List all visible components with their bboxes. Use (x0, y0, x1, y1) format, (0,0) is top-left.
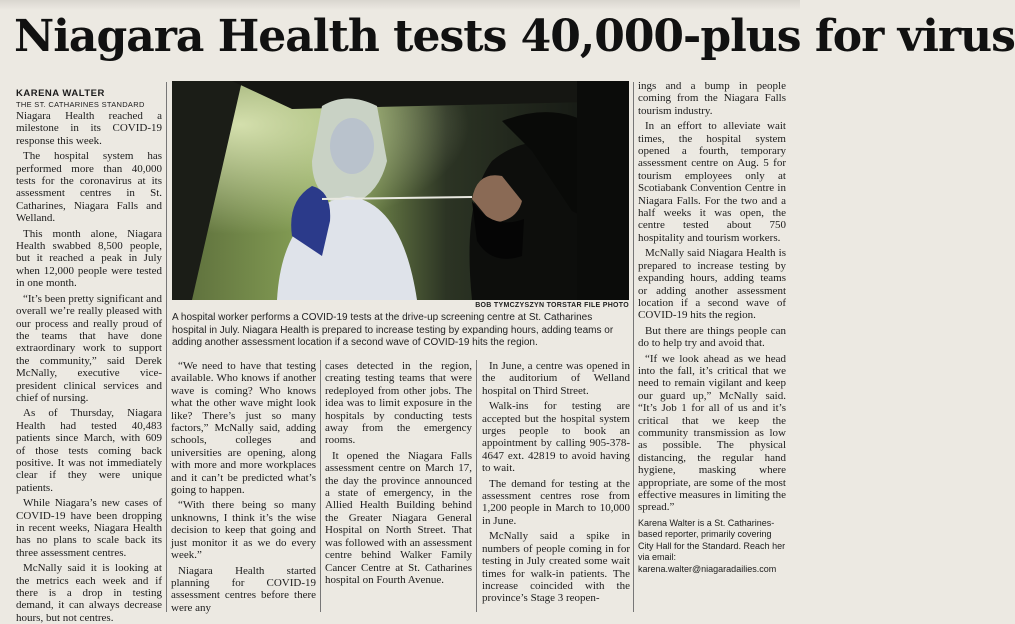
paragraph: While Niagara’s new cases of COVID-19 have been dropping in recent weeks, Niagara Health has no plans to scale back its three assessment centres. (16, 497, 162, 559)
author-bio: Karena Walter is a St. Catharines-based reporter, primarily covering City Hall for the Standard. Reach her via email: karena.walter@niagaradailies.com (638, 517, 786, 574)
photo-caption: A hospital worker performs a COVID-19 tests at the drive-up screening centre at St. Catharines hospital in July. Niagara Health is prepared to increase testing by expanding hours, adding teams or adding another assessment location if a second wave of COVID-19 hits the region. (172, 312, 614, 348)
paragraph: “With there being so many unknowns, I think it’s the wise decision to keep that going and just monitor it as we do every week.” (171, 499, 316, 562)
paragraph: “It’s been pretty significant and overall we’re really pleased with our process and really proud of the teams that have done extraordinary work to support the community,” said Derek McNally, executive vice-president clinical services and chief of nursing. (16, 292, 162, 404)
paragraph: In June, a centre was opened in the auditorium of Welland hospital on Third Street. (482, 360, 630, 397)
news-photo (172, 81, 629, 300)
column-1 (16, 110, 162, 624)
column-rule (166, 82, 167, 612)
photo-credit: BOB TYMCZYSZYN TORSTAR FILE PHOTO (475, 302, 629, 309)
paragraph: But there are things people can do to help try and avoid that. (638, 324, 786, 350)
paragraph: McNally said a spike in numbers of people coming in for testing in July created some wait times for walk-in patients. The increase coincided with the province’s Stage 3 reopen- (482, 530, 630, 605)
paragraph: McNally said it is looking at the metrics each week and if there is a drop in testing demand, it can always decrease hours, but not centres. (16, 562, 162, 624)
column-5 (638, 80, 786, 615)
paragraph: ings and a bump in people coming from the Niagara Falls tourism industry. (638, 80, 786, 117)
column-3 (325, 360, 472, 614)
paragraph: Niagara Health started planning for COVID-19 assessment centres before there were any (171, 564, 316, 614)
column-rule (633, 82, 634, 612)
headline: Niagara Health tests 40,000-plus for virus (14, 11, 1015, 62)
column-4 (482, 360, 630, 614)
column-2 (171, 360, 316, 614)
column-rule (320, 360, 321, 612)
byline (16, 88, 166, 109)
paragraph: It opened the Niagara Falls assessment centre on March 17, the day the province announced a state of emergency, in the Allied Health Building behind the Greater Niagara General Hospital on North Street. That was followed with an assessment centre behind Walker Family Cancer Centre at St. Catharines hospital on Fourth Avenue. (325, 449, 472, 586)
column-rule (476, 360, 477, 612)
paragraph: “If we look ahead as we head into the fall, it’s critical that we need to remain vigilant and keep our guard up,” McNally said. “It’s Job 1 for all of us and it’s critical that we keep the community transmission as low as possible. The physical distancing, the regular hand hygiene, masking where appropriate, are some of the most effective measures in limiting the spread.” (638, 352, 786, 514)
paragraph: In an effort to alleviate wait times, the hospital system opened a fourth, temporary assessment centre on Aug. 5 for tourism employees only at Scotiabank Convention Centre in Niagara Falls. For the two and a half weeks it was open, the centre tested about 750 hospitality and tourism workers. (638, 120, 786, 244)
paragraph: This month alone, Niagara Health swabbed 8,500 people, but it reached a peak in July when 12,000 people were tested in one month. (16, 227, 162, 290)
paragraph: “We need to have that testing available. Who knows if another wave is coming? Who knows what the other wave might look like? There’s just so many factors,” McNally said, adding schools, colleges and universities are opening, along with more and more workplaces and it can’t be predicted what’s going to happen. (171, 360, 316, 497)
byline-org: THE ST. CATHARINES STANDARD (16, 100, 145, 109)
paragraph: The hospital system has performed more than 40,000 tests for the coronavirus at its assessment centres in St. Catharines, Niagara Falls and Welland. (16, 150, 162, 225)
covid-test-photo (172, 81, 629, 300)
byline-name: KARENA WALTER (16, 88, 105, 99)
paragraph: Walk-ins for testing are accepted but the hospital system urges people to book an appointment by calling 905-378-4647 ext. 42819 to avoid having to wait. (482, 400, 630, 475)
paragraph: McNally said Niagara Health is prepared to increase testing by expanding hours, adding teams or adding another assessment location if a second wave of COVID-19 hits the region. (638, 247, 786, 322)
paragraph: The demand for testing at the assessment centres rose from 1,200 people in March to 10,000 in June. (482, 477, 630, 527)
paragraph: As of Thursday, Niagara Health had tested 40,483 patients since March, with 609 of those tests coming back positive. It was not immediately clear if they were unique patients. (16, 407, 162, 494)
paragraph: cases detected in the region, creating testing teams that were redeployed from other jobs. The idea was to limit exposure in the hospitals by conducting tests away from the emergency rooms. (325, 360, 472, 447)
paragraph: Niagara Health reached a milestone in its COVID-19 response this week. (16, 110, 162, 147)
